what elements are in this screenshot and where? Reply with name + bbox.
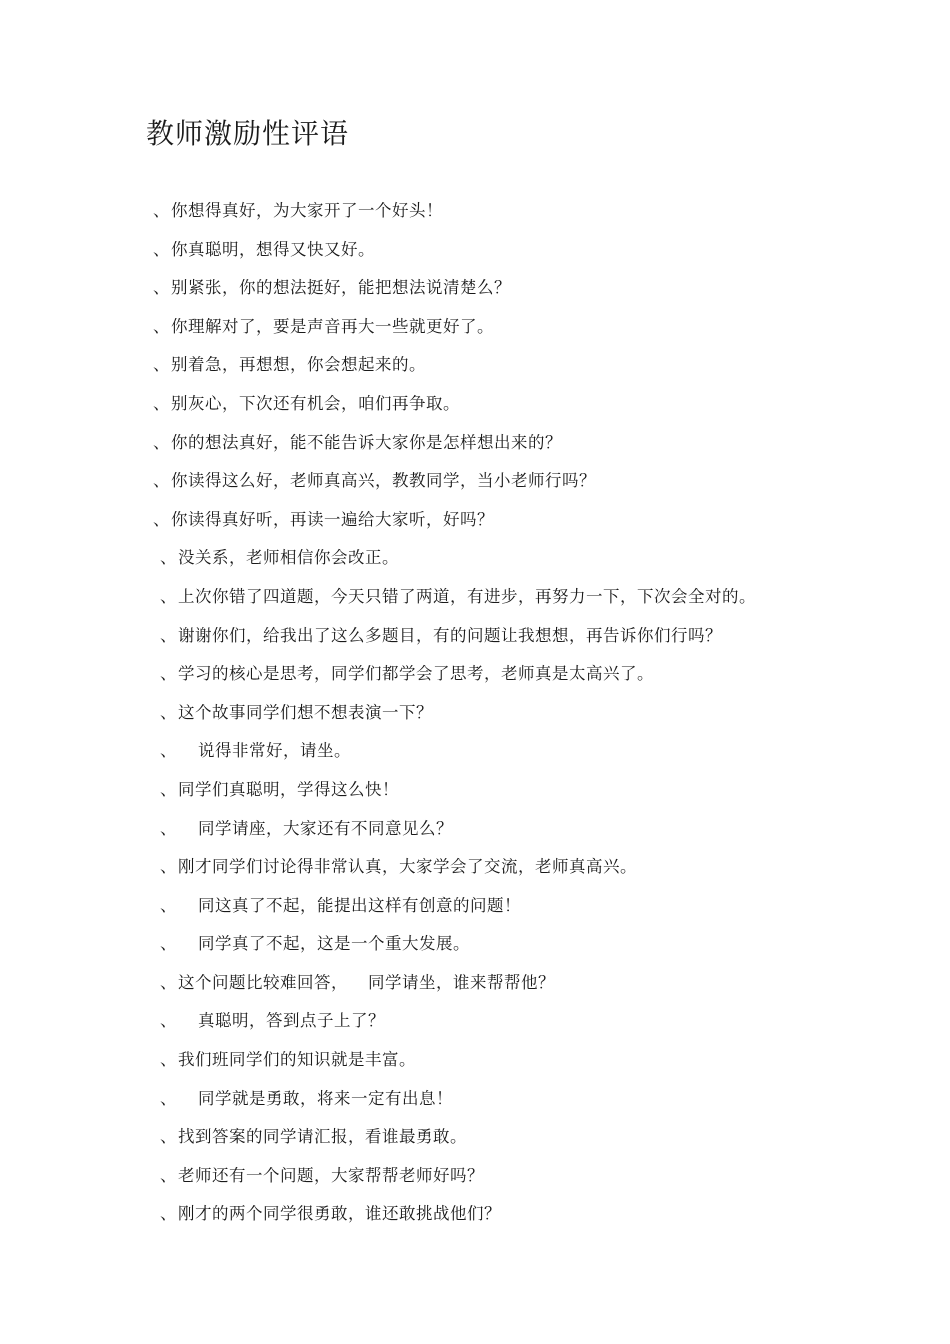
comment-text: 你读得真好听，再读一遍给大家听，好吗？ [171, 509, 494, 529]
list-item [0, 1002, 950, 1041]
list-marker: 、 [153, 393, 170, 413]
list-marker: 、 [160, 1011, 177, 1031]
list-item [0, 848, 950, 887]
list-item [0, 385, 950, 424]
comment-text: 老师还有一个问题，大家帮帮老师好吗？ [178, 1165, 484, 1185]
list-marker: 、 [160, 702, 177, 722]
list-item [0, 231, 950, 270]
list-marker: 、 [160, 972, 177, 992]
comment-text: 我们班同学们的知识就是丰富。 [178, 1050, 416, 1070]
list-marker: 、 [160, 1127, 177, 1147]
list-marker: 、 [160, 895, 177, 915]
comment-text: 这个故事同学们想不想表演一下？ [178, 702, 433, 722]
list-marker: 、 [160, 1088, 177, 1108]
comment-text: 上次你错了四道题，今天只错了两道，有进步，再努力一下，下次会全对的。 [178, 586, 756, 606]
list-marker: 、 [160, 857, 177, 877]
comment-text: 你真聪明，想得又快又好。 [171, 239, 375, 259]
list-item [0, 810, 950, 849]
list-marker: 、 [160, 1204, 177, 1224]
list-marker: 、 [153, 432, 170, 452]
comment-text: 你读得这么好，老师真高兴，教教同学，当小老师行吗？ [171, 471, 596, 491]
comment-text: 说得非常好，请坐。 [198, 741, 351, 761]
list-marker: 、 [160, 548, 177, 568]
comment-text: 这个问题比较难回答， [178, 972, 348, 992]
comment-text-tail: 同学请坐，谁来帮帮他？ [368, 972, 555, 992]
list-item [0, 655, 950, 694]
list-marker: 、 [160, 934, 177, 954]
list-marker: 、 [160, 741, 177, 761]
list-item [0, 1157, 950, 1196]
list-marker: 、 [160, 664, 177, 684]
list-item [0, 1195, 950, 1234]
list-marker: 、 [160, 779, 177, 799]
list-item [0, 694, 950, 733]
comment-text: 真聪明，答到点子上了？ [198, 1011, 385, 1031]
comment-text: 学习的核心是思考，同学们都学会了思考，老师真是太高兴了。 [178, 664, 654, 684]
list-item [0, 192, 950, 231]
list-item [0, 346, 950, 385]
comment-text: 同这真了不起，能提出这样有创意的问题！ [198, 895, 521, 915]
list-item [0, 887, 950, 926]
list-marker: 、 [160, 1165, 177, 1185]
list-item [0, 269, 950, 308]
comment-list [0, 192, 950, 1234]
comment-text: 刚才的两个同学很勇敢，谁还敢挑战他们？ [178, 1204, 501, 1224]
list-marker: 、 [153, 201, 170, 220]
comment-text: 同学们真聪明，学得这么快！ [178, 779, 399, 799]
comment-text: 同学请座，大家还有不同意见么？ [198, 818, 453, 838]
list-item [0, 925, 950, 964]
comment-text: 谢谢你们，给我出了这么多题目，有的问题让我想想，再告诉你们行吗？ [178, 625, 722, 645]
document-title: 教师激励性评语 [146, 117, 350, 150]
list-marker: 、 [153, 316, 170, 336]
list-marker: 、 [153, 278, 170, 298]
comment-text: 你的想法真好，能不能告诉大家你是怎样想出来的？ [171, 432, 562, 452]
list-item [0, 308, 950, 347]
list-item [0, 501, 950, 540]
comment-text: 同学就是勇敢，将来一定有出息！ [198, 1088, 453, 1108]
comment-text: 没关系，老师相信你会改正。 [178, 548, 399, 568]
list-marker: 、 [160, 1050, 177, 1070]
list-marker: 、 [153, 355, 170, 375]
comment-text: 别灰心，下次还有机会，咱们再争取。 [171, 393, 460, 413]
comment-text: 别紧张，你的想法挺好，能把想法说清楚么？ [171, 278, 511, 298]
list-item [0, 424, 950, 463]
list-item [0, 1080, 950, 1119]
list-marker: 、 [153, 239, 170, 259]
list-marker: 、 [160, 818, 177, 838]
list-marker: 、 [153, 471, 170, 491]
comment-text: 刚才同学们讨论得非常认真，大家学会了交流，老师真高兴。 [178, 857, 637, 877]
comment-text: 你理解对了，要是声音再大一些就更好了。 [171, 316, 494, 336]
list-item [0, 539, 950, 578]
list-marker: 、 [160, 625, 177, 645]
list-item [0, 1041, 950, 1080]
comment-text: 同学真了不起，这是一个重大发展。 [198, 934, 470, 954]
list-item [0, 1118, 950, 1157]
list-item [0, 732, 950, 771]
list-marker: 、 [160, 586, 177, 606]
list-item [0, 578, 950, 617]
comment-text: 别着急，再想想，你会想起来的。 [171, 355, 426, 375]
list-item [0, 617, 950, 656]
comment-text: 找到答案的同学请汇报，看谁最勇敢。 [178, 1127, 467, 1147]
comment-text: 你想得真好，为大家开了一个好头！ [171, 201, 443, 220]
list-item [0, 964, 950, 1003]
list-marker: 、 [153, 509, 170, 529]
list-item [0, 462, 950, 501]
list-item [0, 771, 950, 810]
